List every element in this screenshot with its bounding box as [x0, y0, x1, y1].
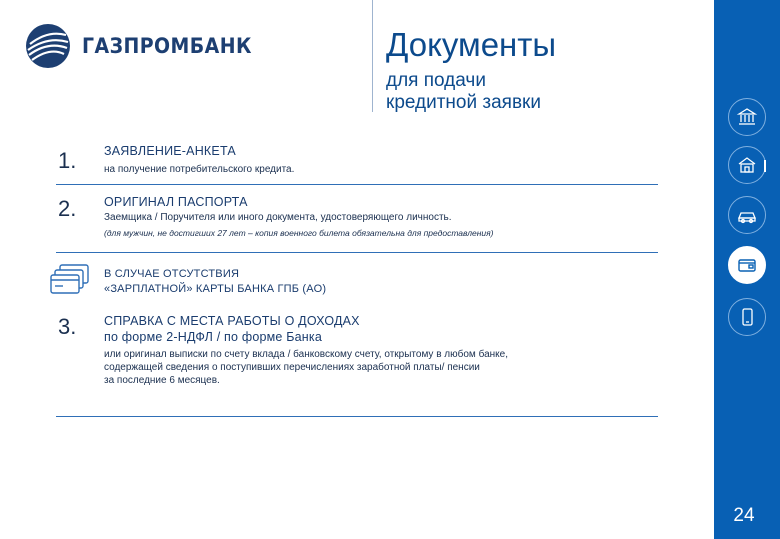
- bank-icon[interactable]: [728, 98, 766, 136]
- subtitle-line-2: кредитной заявки: [386, 92, 541, 113]
- car-icon[interactable]: [728, 196, 766, 234]
- divider: [56, 184, 658, 185]
- condition-line-1: В СЛУЧАЕ ОТСУТСТВИЯ: [104, 268, 240, 280]
- item-number: 2.: [58, 196, 77, 221]
- condition-text: [104, 267, 326, 297]
- detail-line-3: за последние 6 месяцев.: [104, 375, 220, 386]
- item-heading: ОРИГИНАЛ ПАСПОРТА: [104, 195, 248, 209]
- house-icon[interactable]: [728, 146, 766, 184]
- item-detail: на получение потребительского кредита.: [104, 164, 295, 175]
- cards-icon: [50, 264, 90, 296]
- sidebar-marker: [764, 160, 766, 172]
- page-number: 24: [733, 505, 755, 526]
- header-divider: [372, 0, 373, 112]
- divider: [56, 416, 658, 417]
- item-heading: СПРАВКА С МЕСТА РАБОТЫ О ДОХОДАХ: [104, 314, 360, 328]
- detail-line-1: или оригинал выписки по счету вклада / банковскому счету, открытому в любом банке,: [104, 349, 508, 360]
- globe-logo-icon: [24, 22, 72, 70]
- item-detail: Заемщика / Поручителя или иного документа, удостоверяющего личность.: [104, 212, 452, 223]
- item-number: 3.: [58, 314, 77, 339]
- card-icon[interactable]: [728, 246, 766, 284]
- condition-line-2: «ЗАРПЛАТНОЙ» КАРТЫ БАНКА ГПБ (АО): [104, 283, 327, 295]
- brand-name: ГАЗПРОМБАНК: [82, 34, 252, 58]
- subtitle-line-1: для подачи: [386, 70, 486, 91]
- item-detail: [104, 348, 584, 387]
- detail-line-2: содержащей сведения о поступивших перечислениях заработной платы/ пенсии: [104, 362, 480, 373]
- item-heading: ЗАЯВЛЕНИЕ-АНКЕТА: [104, 144, 236, 158]
- page-subtitle: [386, 70, 586, 114]
- item-note: (для мужчин, не достигших 27 лет – копия военного билета обязательна для предоставления): [104, 228, 494, 238]
- divider: [56, 252, 658, 253]
- gazprombank-logo: [24, 22, 271, 70]
- phone-icon[interactable]: [728, 298, 766, 336]
- item-heading-2: по форме 2-НДФЛ / по форме Банка: [104, 330, 322, 344]
- page-title: Документы: [386, 26, 557, 63]
- item-number: 1.: [58, 148, 77, 173]
